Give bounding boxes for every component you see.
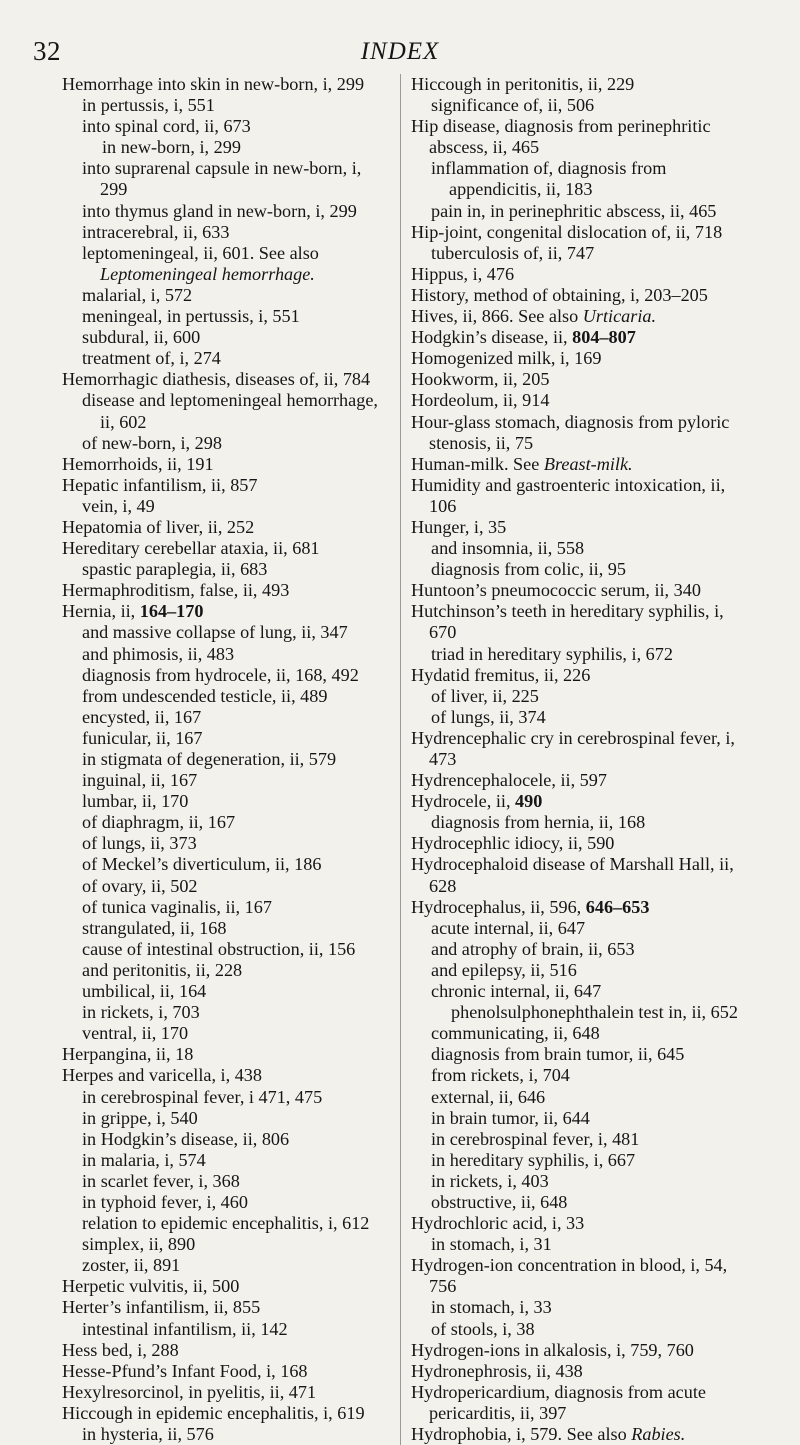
entry-text: diagnosis from colic, ii, 95	[431, 559, 626, 580]
entry-text: Hutchinson’s teeth in hereditary syphilis, i, 670	[411, 601, 724, 643]
entry-text: in rickets, i, 403	[431, 1170, 549, 1191]
index-subentry	[62, 1108, 380, 1129]
entry-text: in brain tumor, ii, 644	[431, 1107, 590, 1128]
entry-cross-reference: Rabies.	[631, 1424, 686, 1444]
entry-text: into spinal cord, ii, 673	[82, 116, 251, 137]
entry-cross-reference: Breast-milk.	[543, 453, 633, 474]
entry-text: in hysteria, ii, 576	[82, 1424, 214, 1444]
index-subentry	[411, 1192, 753, 1213]
entry-text: inguinal, ii, 167	[82, 770, 198, 791]
index-entry	[62, 369, 380, 390]
index-subentry	[62, 812, 380, 833]
entry-text: Hiccough in peritonitis, ii, 229	[411, 74, 635, 94]
index-subentry	[411, 918, 753, 939]
entry-text: simplex, ii, 890	[82, 1234, 196, 1255]
index-subentry	[62, 622, 380, 643]
entry-text: communicating, ii, 648	[431, 1023, 600, 1044]
index-entry	[411, 833, 753, 854]
index-subentry	[62, 116, 380, 137]
index-entry	[411, 74, 753, 95]
index-subentry	[62, 833, 380, 854]
index-subentry	[411, 1087, 753, 1108]
index-subentry	[62, 137, 380, 158]
index-entry	[411, 601, 753, 643]
entry-text: in hereditary syphilis, i, 667	[431, 1149, 636, 1170]
index-entry	[411, 517, 753, 538]
index-subentry	[411, 981, 753, 1002]
index-entry	[411, 454, 753, 475]
entry-text: Hepatic infantilism, ii, 857	[62, 474, 258, 495]
entry-text: in stigmata of degeneration, ii, 579	[82, 749, 337, 769]
index-entry	[411, 390, 753, 411]
index-subentry	[62, 306, 380, 327]
index-subentry	[62, 644, 380, 665]
index-entry	[411, 770, 753, 791]
entry-cross-reference: Urticaria.	[582, 306, 657, 327]
entry-text: diagnosis from hernia, ii, 168	[431, 812, 646, 833]
index-subentry	[62, 939, 380, 960]
entry-text: Hexylresorcinol, in pyelitis, ii, 471	[62, 1381, 317, 1402]
index-subentry	[62, 876, 380, 897]
index-subentry	[62, 749, 380, 770]
index-subentry	[411, 1002, 753, 1023]
entry-text: Hydrophobia, i, 579. See also	[411, 1424, 632, 1444]
entry-main-pages: 646–653	[585, 896, 650, 917]
entry-text: diagnosis from hydrocele, ii, 168, 492	[82, 664, 359, 685]
index-subentry	[62, 707, 380, 728]
entry-text: Hemorrhoids, ii, 191	[62, 453, 214, 474]
running-head: INDEX	[360, 38, 440, 65]
entry-text: Herpangina, ii, 18	[62, 1044, 194, 1065]
entry-text: in stomach, i, 33	[431, 1297, 552, 1318]
index-entry	[62, 580, 380, 601]
page-number: 32	[33, 36, 61, 66]
index-subentry	[411, 158, 753, 200]
index-subentry	[62, 960, 380, 981]
entry-text: of lungs, ii, 373	[82, 833, 197, 854]
entry-text: tuberculosis of, ii, 747	[431, 242, 595, 263]
index-entry	[411, 348, 753, 369]
entry-text: Hunger, i, 35	[411, 516, 507, 537]
entry-text: in rickets, i, 703	[82, 1002, 200, 1023]
entry-text: funicular, ii, 167	[82, 727, 203, 748]
entry-text: Hip disease, diagnosis from perinephritic abscess, ii, 465	[411, 116, 711, 158]
entry-text: in malaria, i, 574	[82, 1149, 206, 1170]
index-subentry	[62, 1087, 380, 1108]
entry-text: of stools, i, 38	[431, 1318, 535, 1339]
entry-text: umbilical, ii, 164	[82, 981, 207, 1002]
index-entry	[411, 327, 753, 348]
index-entry	[62, 1297, 380, 1318]
entry-text: Hydrocephlic idiocy, ii, 590	[411, 833, 615, 854]
index-subentry	[62, 791, 380, 812]
entry-text: Herpes and varicella, i, 438	[62, 1065, 262, 1086]
entry-text: Homogenized milk, i, 169	[411, 348, 602, 369]
entry-main-pages: 804–807	[572, 327, 636, 348]
entry-text: Hydropericardium, diagnosis from acute pericarditis, ii, 397	[411, 1381, 706, 1423]
index-entry	[62, 538, 380, 559]
entry-text: intestinal infantilism, ii, 142	[82, 1318, 288, 1339]
index-subentry	[62, 327, 380, 348]
index-entry	[411, 412, 753, 454]
entry-text: Hiccough in epidemic encephalitis, i, 619	[62, 1402, 365, 1423]
index-subentry	[411, 686, 753, 707]
entry-text: History, method of obtaining, i, 203–205	[411, 284, 708, 305]
entry-text: of new-born, i, 298	[82, 432, 222, 453]
entry-text: in pertussis, i, 551	[82, 95, 215, 116]
entry-text: Hordeolum, ii, 914	[411, 390, 550, 411]
index-subentry	[62, 158, 380, 200]
entry-main-pages: 490	[515, 791, 543, 812]
index-entry	[411, 1424, 753, 1445]
index-entry	[411, 1213, 753, 1234]
entry-text: Hydrogen-ions in alkalosis, i, 759, 760	[411, 1339, 694, 1360]
entry-text: in cerebrospinal fever, i, 481	[431, 1128, 640, 1149]
entry-text: and epilepsy, ii, 516	[431, 959, 577, 980]
entry-text: intracerebral, ii, 633	[82, 221, 230, 242]
index-entry	[62, 1382, 380, 1403]
index-entry	[411, 306, 753, 327]
index-subentry	[411, 1108, 753, 1129]
entry-text: Hermaphroditism, false, ii, 493	[62, 580, 290, 601]
index-subentry	[62, 285, 380, 306]
index-subentry	[411, 812, 753, 833]
entry-text: from rickets, i, 704	[431, 1065, 570, 1086]
index-subentry	[62, 665, 380, 686]
index-column-right	[400, 74, 753, 1445]
entry-cross-reference: Leptomeningeal hemorrhage.	[100, 263, 315, 284]
entry-text: leptomeningeal, ii, 601. See also	[82, 242, 319, 263]
index-entry	[411, 222, 753, 243]
entry-text: in new-born, i, 299	[102, 137, 241, 158]
entry-text: in typhoid fever, i, 460	[82, 1191, 248, 1212]
index-entry	[411, 369, 753, 390]
index-subentry	[411, 1171, 753, 1192]
entry-text: diagnosis from brain tumor, ii, 645	[431, 1044, 685, 1065]
entry-text: Hydrochloric acid, i, 33	[411, 1213, 585, 1234]
entry-text: meningeal, in pertussis, i, 551	[82, 306, 300, 327]
index-subentry	[62, 897, 380, 918]
entry-text: Hydrocele, ii,	[411, 791, 516, 812]
index-subentry	[411, 1297, 753, 1318]
entry-text: encysted, ii, 167	[82, 706, 202, 727]
entry-text: spastic paraplegia, ii, 683	[82, 559, 268, 580]
index-entry	[411, 1340, 753, 1361]
entry-text: Hereditary cerebellar ataxia, ii, 681	[62, 538, 320, 559]
index-subentry	[411, 559, 753, 580]
index-entry	[62, 1044, 380, 1065]
index-entry	[411, 285, 753, 306]
index-subentry	[62, 222, 380, 243]
index-subentry	[411, 1319, 753, 1340]
entry-text: Hess bed, i, 288	[62, 1339, 179, 1360]
entry-text: triad in hereditary syphilis, i, 672	[431, 643, 673, 664]
index-subentry	[411, 1150, 753, 1171]
entry-text: Hydatid fremitus, ii, 226	[411, 664, 591, 685]
entry-text: Huntoon’s pneumococcic serum, ii, 340	[411, 580, 701, 601]
index-subentry	[411, 201, 753, 222]
index-subentry	[62, 1255, 380, 1276]
entry-text: obstructive, ii, 648	[431, 1191, 568, 1212]
entry-text: Hernia, ii,	[62, 601, 140, 622]
entry-text: of liver, ii, 225	[431, 685, 539, 706]
entry-text: of lungs, ii, 374	[431, 706, 546, 727]
entry-text: of tunica vaginalis, ii, 167	[82, 896, 272, 917]
index-subentry	[411, 538, 753, 559]
index-subentry	[62, 95, 380, 116]
entry-text: lumbar, ii, 170	[82, 791, 189, 812]
entry-text: cause of intestinal obstruction, ii, 156	[82, 938, 356, 959]
entry-text: acute internal, ii, 647	[431, 917, 586, 938]
entry-text: vein, i, 49	[82, 495, 155, 516]
entry-text: in stomach, i, 31	[431, 1234, 552, 1255]
index-subentry	[62, 1234, 380, 1255]
entry-text: Hip-joint, congenital dislocation of, ii, 718	[411, 221, 723, 242]
index-subentry	[62, 1129, 380, 1150]
index-subentry	[62, 559, 380, 580]
index-subentry	[411, 1234, 753, 1255]
index-entry	[411, 264, 753, 285]
index-subentry	[62, 770, 380, 791]
index-entry	[411, 1382, 753, 1424]
index-entry	[411, 580, 753, 601]
index-entry	[62, 1403, 380, 1424]
entry-text: in grippe, i, 540	[82, 1107, 198, 1128]
entry-text: strangulated, ii, 168	[82, 917, 227, 938]
entry-text: treatment of, i, 274	[82, 348, 221, 369]
index-entry	[411, 791, 753, 812]
index-entry	[62, 517, 380, 538]
index-subentry	[62, 1213, 380, 1234]
index-subentry	[411, 960, 753, 981]
index-subentry	[62, 1150, 380, 1171]
index-subentry	[62, 1023, 380, 1044]
entry-text: external, ii, 646	[431, 1086, 546, 1107]
entry-text: Hookworm, ii, 205	[411, 369, 550, 390]
index-entry	[411, 116, 753, 158]
entry-text: inflammation of, diagnosis from appendicitis, ii, 183	[431, 158, 667, 200]
index-entry	[62, 1276, 380, 1297]
entry-text: of Meckel’s diverticulum, ii, 186	[82, 854, 322, 875]
entry-text: Hives, ii, 866. See also	[411, 306, 583, 327]
entry-text: into suprarenal capsule in new-born, i, 299	[82, 158, 362, 200]
index-subentry	[62, 918, 380, 939]
entry-text: of ovary, ii, 502	[82, 875, 198, 896]
index-subentry	[411, 243, 753, 264]
index-subentry	[62, 1319, 380, 1340]
entry-text: zoster, ii, 891	[82, 1255, 181, 1276]
index-subentry	[62, 201, 380, 222]
index-subentry	[62, 243, 380, 285]
entry-text: Humidity and gastroenteric intoxication, ii, 106	[411, 474, 726, 516]
entry-text: and peritonitis, ii, 228	[82, 959, 243, 980]
entry-text: into thymus gland in new-born, i, 299	[82, 200, 357, 221]
index-subentry	[62, 981, 380, 1002]
index-entry	[411, 475, 753, 517]
index-subentry	[411, 1023, 753, 1044]
index-entry	[411, 1255, 753, 1297]
entry-text: and insomnia, ii, 558	[431, 538, 585, 559]
index-subentry	[411, 707, 753, 728]
index-subentry	[411, 939, 753, 960]
entry-text: and massive collapse of lung, ii, 347	[82, 622, 348, 643]
entry-text: in Hodgkin’s disease, ii, 806	[82, 1128, 290, 1149]
index-subentry	[411, 95, 753, 116]
index-entry	[411, 854, 753, 896]
entry-text: and phimosis, ii, 483	[82, 643, 235, 664]
index-entry	[62, 475, 380, 496]
entry-text: Hemorrhagic diathesis, diseases of, ii, 784	[62, 369, 371, 390]
entry-text: Hodgkin’s disease, ii,	[411, 327, 573, 348]
entry-text: Hydrocephaloid disease of Marshall Hall, ii, 628	[411, 854, 734, 896]
entry-text: Hydrencephalic cry in cerebrospinal fever, i, 473	[411, 727, 735, 769]
index-entry	[62, 601, 380, 622]
index-subentry	[62, 686, 380, 707]
index-entry	[62, 1065, 380, 1086]
index-entry	[62, 1340, 380, 1361]
entry-text: Human-milk. See	[411, 453, 544, 474]
index-subentry	[62, 1192, 380, 1213]
index-entry	[62, 454, 380, 475]
index-subentry	[62, 1424, 380, 1445]
entry-text: Hydrocephalus, ii, 596,	[411, 896, 586, 917]
entry-text: phenolsulphonephthalein test in, ii, 652	[451, 1002, 738, 1023]
entry-text: significance of, ii, 506	[431, 95, 595, 116]
entry-text: Hydrencephalocele, ii, 597	[411, 770, 607, 791]
entry-text: and atrophy of brain, ii, 653	[431, 938, 635, 959]
index-subentry	[411, 1044, 753, 1065]
index-subentry	[411, 1129, 753, 1150]
index-entry	[411, 665, 753, 686]
entry-text: Herpetic vulvitis, ii, 500	[62, 1276, 240, 1297]
entry-text: from undescended testicle, ii, 489	[82, 685, 328, 706]
entry-text: relation to epidemic encephalitis, i, 612	[82, 1213, 370, 1234]
index-subentry	[411, 1065, 753, 1086]
index-subentry	[62, 854, 380, 875]
entry-text: of diaphragm, ii, 167	[82, 812, 236, 833]
index-subentry	[62, 348, 380, 369]
index-entry	[62, 74, 380, 95]
entry-text: chronic internal, ii, 647	[431, 981, 602, 1002]
entry-text: ventral, ii, 170	[82, 1023, 189, 1044]
index-subentry	[411, 644, 753, 665]
entry-text: malarial, i, 572	[82, 284, 193, 305]
index-subentry	[62, 390, 380, 432]
entry-text: disease and leptomeningeal hemorrhage, ii, 602	[82, 390, 378, 432]
entry-text: subdural, ii, 600	[82, 327, 201, 348]
index-entry	[411, 897, 753, 918]
index-entry	[411, 1361, 753, 1382]
entry-text: Hippus, i, 476	[411, 263, 515, 284]
entry-text: Hour-glass stomach, diagnosis from pyloric stenosis, ii, 75	[411, 411, 730, 453]
index-subentry	[62, 1002, 380, 1023]
index-entry	[62, 1361, 380, 1382]
index-subentry	[62, 1171, 380, 1192]
entry-text: Hydrogen-ion concentration in blood, i, 54, 756	[411, 1255, 728, 1297]
entry-text: in scarlet fever, i, 368	[82, 1170, 240, 1191]
index-column-left	[62, 74, 380, 1445]
entry-text: in cerebrospinal fever, i 471, 475	[82, 1086, 323, 1107]
index-subentry	[62, 433, 380, 454]
entry-text: Hemorrhage into skin in new-born, i, 299	[62, 74, 365, 94]
index-subentry	[62, 496, 380, 517]
entry-text: Hepatomia of liver, ii, 252	[62, 516, 255, 537]
entry-main-pages: 164–170	[139, 601, 204, 622]
entry-text: Hesse-Pfund’s Infant Food, i, 168	[62, 1360, 308, 1381]
entry-text: Herter’s infantilism, ii, 855	[62, 1297, 261, 1318]
entry-text: Hydronephrosis, ii, 438	[411, 1360, 583, 1381]
index-entry	[411, 728, 753, 770]
index-subentry	[62, 728, 380, 749]
entry-text: pain in, in perinephritic abscess, ii, 465	[431, 200, 717, 221]
